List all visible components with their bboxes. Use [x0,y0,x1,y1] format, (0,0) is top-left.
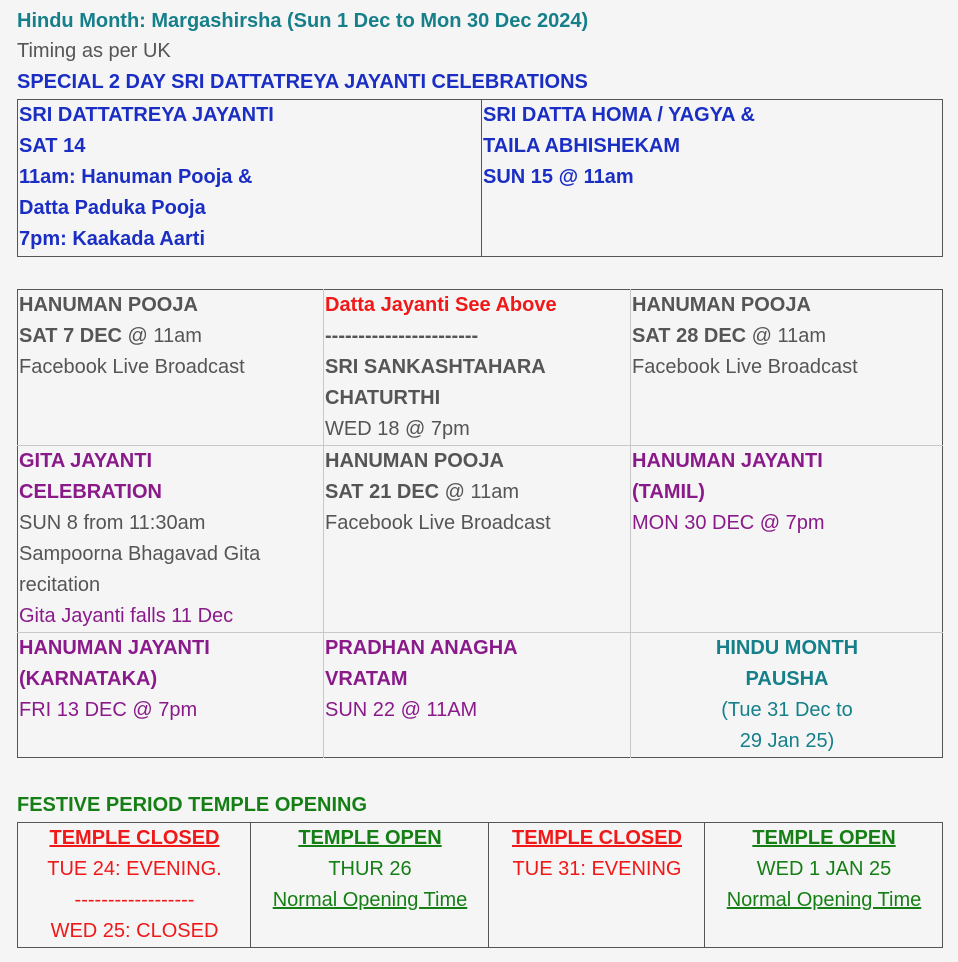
event-title: VRATAM [325,668,408,690]
special-right-line: SUN 15 @ 11am [483,166,634,188]
festive-date: THUR 26 [328,858,412,880]
event-date: WED 18 @ 7pm [325,418,470,440]
event-cell-hanuman-jayanti-karnataka [18,633,324,758]
festive-opening-table [17,822,943,948]
event-title: SRI SANKASHTAHARA [325,356,546,378]
festive-cell-closed-31 [489,823,705,948]
event-time: @ 11am [439,481,520,503]
event-title: HANUMAN POOJA [19,294,198,316]
event-detail: recitation [19,574,101,596]
event-date: 29 Jan 25) [739,730,835,752]
event-date: FRI 13 DEC @ 7pm [19,699,198,721]
event-date: SAT 21 DEC [325,481,440,503]
event-cell-hanuman-pooja-21 [324,446,631,633]
festive-date: TUE 31: EVENING [512,858,682,880]
event-note: Gita Jayanti falls 11 Dec [19,605,234,627]
event-title: HINDU MONTH [715,637,859,659]
festive-date: TUE 24: EVENING. [47,858,222,880]
normal-opening-time: Normal Opening Time [726,889,922,911]
event-date: MON 30 DEC @ 7pm [632,512,825,534]
event-title: (TAMIL) [632,481,705,503]
event-date: SUN 8 from 11:30am [19,512,206,534]
event-date: (Tue 31 Dec to [721,699,853,721]
special-right-line: TAILA ABHISHEKAM [483,135,681,157]
event-date: SUN 22 @ 11AM [325,699,478,721]
event-cell-anagha-vratam [324,633,631,758]
event-title: CELEBRATION [19,481,162,503]
special-celebration-table [17,99,943,257]
event-cell-pausha [631,633,943,758]
event-title: PRADHAN ANAGHA [325,637,518,659]
event-title: HANUMAN JAYANTI [19,637,210,659]
event-title: HANUMAN JAYANTI [632,450,823,472]
special-left-line: 7pm: Kaakada Aarti [19,228,205,250]
timing-note: Timing as per UK [17,40,171,62]
event-detail: Sampoorna Bhagavad Gita [19,543,261,565]
month-title: Hindu Month: Margashirsha (Sun 1 Dec to Mon 30 Dec 2024) [17,10,589,32]
event-note: Facebook Live Broadcast [325,512,551,534]
festive-date: WED 25: CLOSED [50,920,219,942]
event-time: @ 11am [121,325,202,347]
event-title: GITA JAYANTI [19,450,152,472]
event-time: @ 11am [746,325,827,347]
festive-cell-closed-24 [18,823,251,948]
event-cell-gita-jayanti [18,446,324,633]
temple-status: TEMPLE OPEN [298,827,442,849]
event-title: CHATURTHI [325,387,441,409]
dattatreya-jayanti-cell [18,100,482,257]
special-left-line: Datta Paduka Pooja [19,197,206,219]
event-title: (KARNATAKA) [19,668,158,690]
special-left-line: SRI DATTATREYA JAYANTI [19,104,274,126]
temple-status: TEMPLE CLOSED [511,827,682,849]
event-cell-hanuman-jayanti-tamil [631,446,943,633]
special-right-line: SRI DATTA HOMA / YAGYA & [483,104,755,126]
special-heading: SPECIAL 2 DAY SRI DATTATREYA JAYANTI CELEBRATIONS [17,71,588,93]
special-left-line: 11am: Hanuman Pooja & [19,166,253,188]
divider-dashes: ----------------------- [325,325,479,347]
datta-homa-cell [482,100,943,257]
event-title: PAUSHA [745,668,829,690]
special-left-line: SAT 14 [19,135,86,157]
event-title: HANUMAN POOJA [632,294,811,316]
event-note: Facebook Live Broadcast [632,356,858,378]
event-cell-hanuman-pooja-7 [18,290,324,446]
event-cell-sankashtahara [324,290,631,446]
event-date: SAT 28 DEC [632,325,747,347]
temple-status: TEMPLE CLOSED [49,827,220,849]
festive-date: WED 1 JAN 25 [756,858,892,880]
event-title: HANUMAN POOJA [325,450,504,472]
event-date: SAT 7 DEC [19,325,122,347]
normal-opening-time: Normal Opening Time [272,889,468,911]
festive-cell-open-26 [251,823,489,948]
event-cell-hanuman-pooja-28 [631,290,943,446]
festive-cell-open-1jan [705,823,943,948]
temple-status: TEMPLE OPEN [752,827,896,849]
festive-heading: FESTIVE PERIOD TEMPLE OPENING [17,794,368,816]
divider-dashes: ------------------ [74,889,195,911]
datta-jayanti-see-above: Datta Jayanti See Above [325,294,557,316]
event-note: Facebook Live Broadcast [19,356,245,378]
events-grid [17,289,943,758]
